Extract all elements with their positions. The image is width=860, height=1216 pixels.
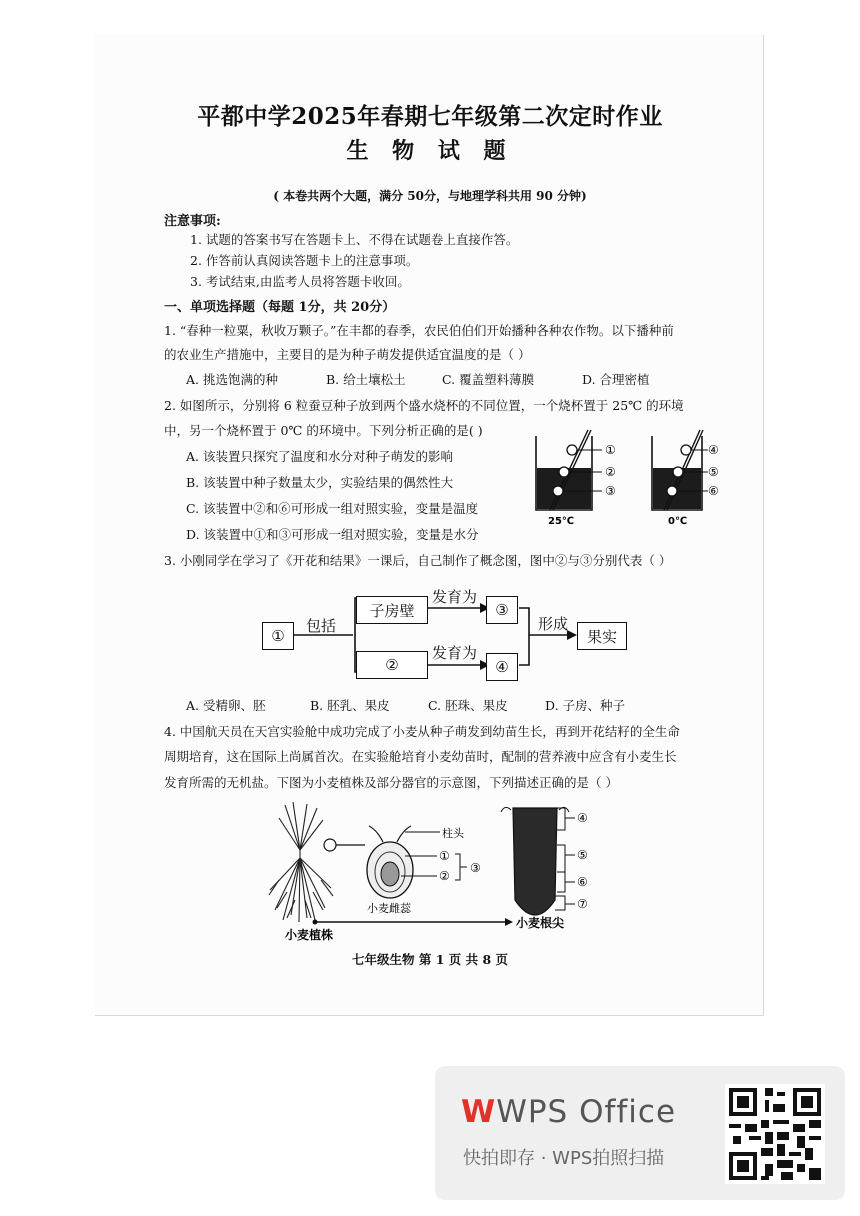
question-1-line: 的农业生产措施中，主要目的是为种子萌发提供适宜温度的是（ ）	[164, 347, 531, 362]
beaker-temp-25: 25℃	[548, 516, 575, 527]
root-tip-drawing	[501, 807, 575, 915]
question-4-line: 周期培育，这在国际上尚属首次。在实验舱培育小麦幼苗时，配制的营养液中应含有小麦生长	[164, 749, 677, 764]
page-footer: 七年级生物 第 1 页 共 8 页	[351, 952, 508, 967]
beaker-label: ⑤	[708, 465, 719, 479]
q3-option-d: D. 子房、种子	[545, 698, 626, 713]
stigma-label: 柱头	[442, 827, 464, 840]
concept-node-1: ①	[262, 622, 294, 650]
q1-option-b: B. 给土壤松土	[326, 372, 406, 387]
section-heading: 一、单项选择题（每题 1分，共 20分）	[164, 300, 396, 315]
concept-develop-label: 发育为	[432, 644, 478, 662]
plant-caption: 小麦植株	[285, 928, 334, 942]
question-2-line: 2. 如图所示，分别将 6 粒蚕豆种子放到两个盛水烧杯的不同位置，一个烧杯置于 25℃ 的环境	[164, 398, 684, 413]
beaker-label: ③	[605, 484, 616, 498]
wps-tagline: 快拍即存 · WPS拍照扫描	[463, 1148, 665, 1169]
beaker-temp-0: 0℃	[668, 516, 688, 527]
q3-option-b: B. 胚乳、果皮	[310, 698, 390, 713]
notice-item: 1. 试题的答案书写在答题卡上、不得在试题卷上直接作答。	[190, 232, 519, 247]
pistil-group-label: ③	[470, 861, 481, 875]
q2-option-d: D. 该装置中①和③可形成一组对照实验，变量是水分	[186, 527, 479, 542]
root-tip-caption: 小麦根尖	[516, 916, 565, 930]
root-label: ⑤	[577, 848, 588, 862]
root-label: ⑦	[577, 897, 588, 911]
root-label: ⑥	[577, 875, 588, 889]
beaker-label: ④	[708, 443, 719, 457]
question-4-line: 发育所需的无机盐。下图为小麦植株及部分器官的示意图，下列描述正确的是（ ）	[164, 775, 618, 790]
beaker-0c	[652, 430, 708, 510]
plant-callout-circle	[324, 839, 336, 851]
notice-heading: 注意事项:	[164, 214, 221, 229]
notice-item: 3. 考试结束,由监考人员将答题卡收回。	[190, 274, 410, 289]
wps-logo-mark: W	[461, 1094, 497, 1130]
question-4-line: 4. 中国航天员在天宫实验舱中成功完成了小麦从种子萌发到幼苗生长，再到开花结籽的全生命	[164, 724, 680, 739]
pistil-label: ①	[439, 849, 450, 863]
concept-node-4: ④	[486, 653, 518, 681]
concept-node-2: ②	[356, 651, 428, 679]
root-label: ④	[577, 811, 588, 825]
q3-option-a: A. 受精卵、胚	[186, 698, 266, 713]
beaker-figure	[530, 428, 720, 528]
concept-develop-label: 发育为	[432, 588, 478, 606]
exam-title: 平都中学2025年春期七年级第二次定时作业	[197, 103, 663, 130]
notice-item: 2. 作答前认真阅读答题卡上的注意事项。	[190, 253, 419, 268]
q1-option-d: D. 合理密植	[582, 372, 650, 387]
wps-logo	[461, 1094, 676, 1130]
question-3-line: 3. 小刚同学在学习了《开花和结果》一课后，自己制作了概念图，图中②与③分别代表（ ）	[164, 553, 672, 568]
concept-include-label: 包括	[306, 617, 337, 635]
q2-option-c: C. 该装置中②和⑥可形成一组对照实验，变量是温度	[186, 501, 479, 516]
concept-form-label: 形成	[538, 615, 569, 633]
concept-fruit: 果实	[577, 622, 627, 650]
exam-note: ( 本卷共两个大题，满分 50分，与地理学科共用 90 分钟)	[273, 189, 587, 203]
pistil-drawing	[367, 826, 440, 898]
pistil-caption: 小麦雌蕊	[367, 902, 411, 915]
q3-option-c: C. 胚珠、果皮	[428, 698, 508, 713]
concept-ovary-wall: 子房壁	[356, 596, 428, 624]
concept-node-3: ③	[486, 596, 518, 624]
beaker-label: ⑥	[708, 484, 719, 498]
q1-option-c: C. 覆盖塑料薄膜	[442, 372, 535, 387]
q2-option-b: B. 该装置中种子数量太少，实验结果的偶然性大	[186, 475, 454, 490]
beaker-label: ①	[605, 443, 616, 457]
q1-option-a: A. 挑选饱满的种	[186, 372, 278, 387]
wheat-plant-drawing	[269, 802, 333, 922]
beaker-label: ②	[605, 465, 616, 479]
wps-watermark	[435, 1066, 845, 1200]
pistil-label: ②	[439, 869, 450, 883]
beaker-25c	[536, 430, 602, 510]
question-2-line: 中，另一个烧杯置于 0℃ 的环境中。下列分析正确的是( )	[164, 423, 483, 438]
q2-option-a: A. 该装置只探究了温度和水分对种子萌发的影响	[186, 449, 453, 464]
wps-brand-text: WPS Office	[496, 1094, 677, 1130]
qr-code-icon	[725, 1084, 825, 1184]
question-1-line: 1. “春种一粒粟，秋收万颗子。”在丰都的春季，农民伯伯们开始播种各种农作物。以下播种前	[164, 323, 674, 338]
wheat-figure	[265, 800, 605, 945]
exam-subtitle: 生 物 试 题	[346, 138, 514, 164]
